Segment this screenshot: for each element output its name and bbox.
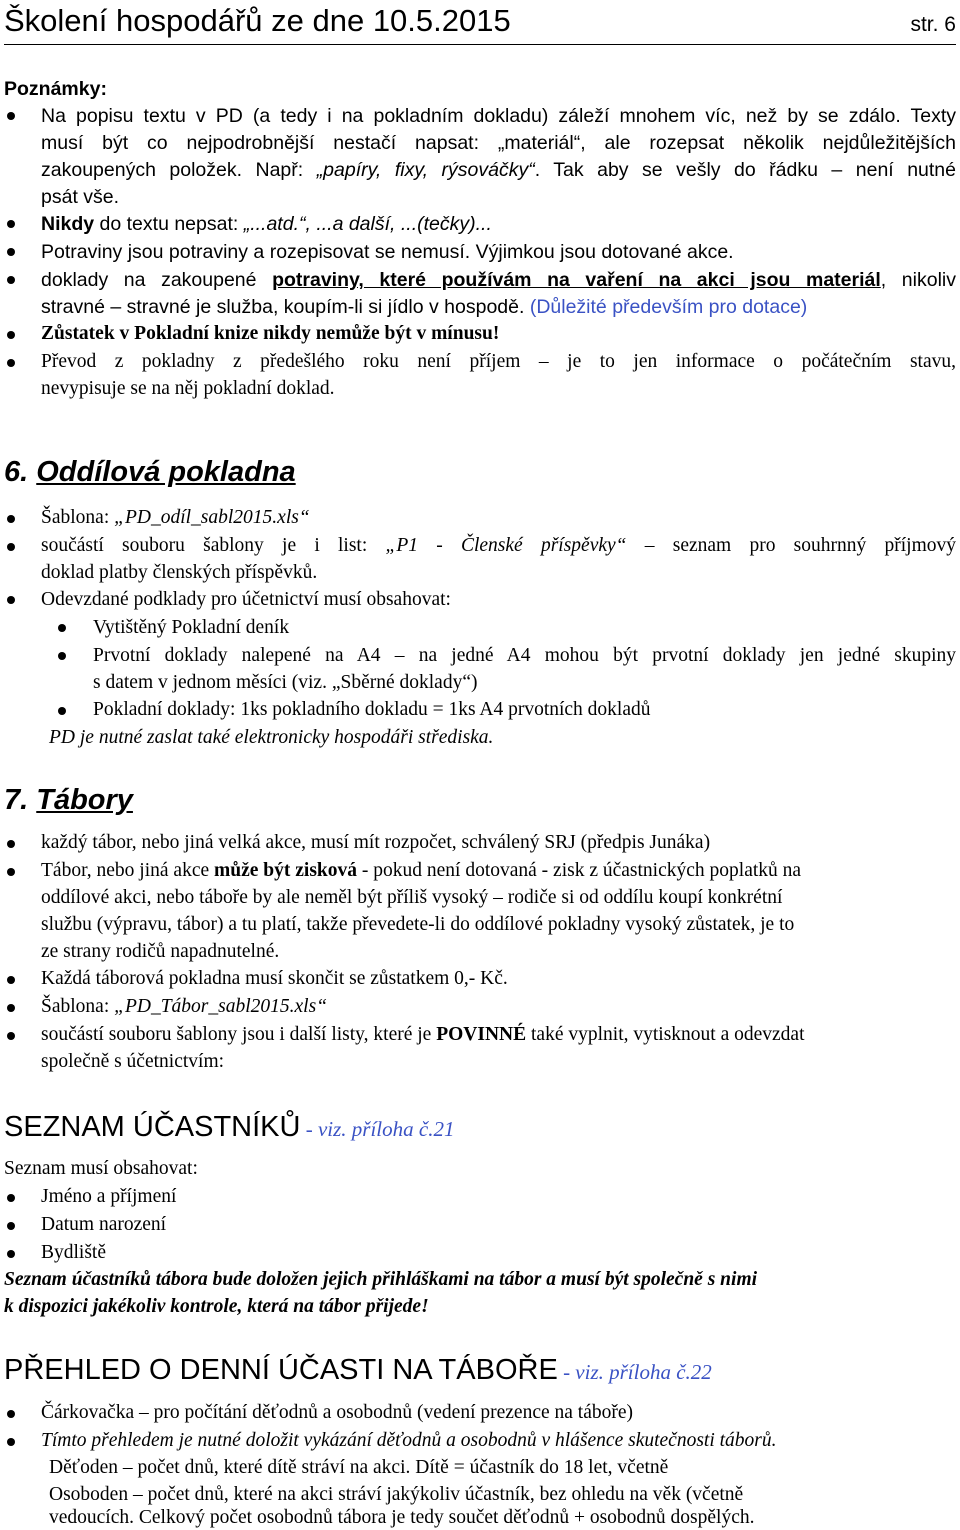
note-1-line-1: Na popisu textu v PD (a tedy i na pokladním dokladu) záleží mnohem víc, než by se zdálo. Texty: [41, 105, 956, 127]
section-7-item-2-line-3: službu (výpravu, tábor) a tu platí, takže převedete-li do oddílové pokladny vysoký zůstatek, je to: [41, 914, 795, 935]
participants-note-line-2: k dispozici jakékoliv kontrole, která na tábor přijede!: [4, 1296, 429, 1317]
section-6-item-3: Odevzdané podklady pro účetnictví musí obsahovat:: [41, 589, 451, 610]
note-1-line-4: psát vše.: [41, 186, 120, 208]
bullet: [7, 1410, 15, 1418]
section-7-item-5-line-2: společně s účetnictvím:: [41, 1051, 225, 1072]
section-7-item-2-line-1: Tábor, nebo jiná akce může být zisková - pokud není dotovaná - zisk z účastnických poplatků na: [41, 860, 802, 881]
section-6-item-2-line-2: doklad platby členských příspěvků.: [41, 562, 318, 583]
note-4-line-2: stravné – stravné je služba, koupím-li si jídlo v hospodě. (Důležité především pro dotace): [41, 296, 808, 318]
section-6-sub-2-line-1: Prvotní doklady nalepené na A4 – na jedné A4 mohou být prvotní doklady jen jedné skupiny: [93, 645, 956, 666]
bullet: [7, 248, 15, 256]
bullet: [58, 707, 66, 715]
bullet: [7, 359, 15, 367]
note-6-line-2: nevypisuje se na něj pokladní doklad.: [41, 378, 335, 399]
section-6-item-2-line-1: součástí souboru šablony je i list: „P1 - Členské příspěvky“ – seznam pro souhrnný příjmový: [41, 535, 956, 556]
notes-heading: Poznámky:: [4, 78, 107, 100]
bullet: [7, 840, 15, 848]
section-6-sub-1: Vytištěný Pokladní deník: [93, 617, 290, 638]
bullet: [7, 1250, 15, 1258]
bullet: [7, 220, 15, 228]
note-6-line-1: Převod z pokladny z předešlého roku není příjem – je to jen informace o počátečním stavu,: [41, 351, 956, 372]
section-6-heading: 6. Oddílová pokladna: [4, 456, 296, 488]
note-3: Potraviny jsou potraviny a rozepisovat se nemusí. Výjimkou jsou dotované akce.: [41, 241, 734, 263]
bullet: [7, 112, 15, 120]
page-header: [4, 0, 956, 45]
section-7-heading: 7. Tábory: [4, 784, 133, 816]
participants-intro: Seznam musí obsahovat:: [4, 1158, 198, 1179]
section-7-item-3: Každá táborová pokladna musí skončit se zůstatkem 0,- Kč.: [41, 968, 508, 989]
bullet: [7, 868, 15, 876]
note-2: Nikdy do textu nepsat: „...atd.“, ...a další, ...(tečky)...: [41, 213, 492, 235]
bullet: [7, 596, 15, 604]
bullet: [58, 624, 66, 632]
document-title: Školení hospodářů ze dne 10.5.2015: [4, 3, 511, 38]
note-5: Zůstatek v Pokladní knize nikdy nemůže být v mínusu!: [41, 323, 500, 344]
participants-item-2: Datum narození: [41, 1214, 167, 1235]
bullet: [7, 543, 15, 551]
section-6-sub-2-line-2: s datem v jednom měsíci (viz. „Sběrné doklady“): [93, 672, 478, 693]
section-7-item-2-line-2: oddílové akci, nebo táboře by ale neměl být příliš vysoký – rodiče si od oddílu koupí konkrétní: [41, 887, 783, 908]
note-1-line-2: musí být co nejpodrobnější nestačí napsat: „materiál“, ale rozepsat několik nejdůležitějších: [41, 132, 956, 154]
bullet: [7, 976, 15, 984]
attendance-item-1: Čárkovačka – pro počítání děťodnů a osobodnů (vedení prezence na táboře): [41, 1402, 634, 1423]
bullet: [7, 1438, 15, 1446]
bullet: [7, 276, 15, 284]
page-number: str. 6: [910, 13, 956, 36]
section-6-note: PD je nutné zaslat také elektronicky hospodáři střediska.: [49, 727, 494, 748]
attendance-item-2: Tímto přehledem je nutné doložit vykázání děťodnů a osobodnů v hlášence skutečnosti táborů.: [41, 1430, 777, 1451]
bullet: [7, 1194, 15, 1202]
section-7-item-5-line-1: součástí souboru šablony jsou i další listy, které je POVINNÉ také vyplnit, vytisknout a odevzdat: [41, 1024, 805, 1045]
definition-person-day-line-2: vedoucích. Celkový počet osobodnů tábora je tedy součet děťodnů + osobodnů dospělých.: [49, 1507, 755, 1528]
participants-note-line-1: Seznam účastníků tábora bude doložen jejich přihláškami na tábor a musí být společně s nimi: [4, 1269, 758, 1290]
attendance-heading: PŘEHLED O DENNÍ ÚČASTI NA TÁBOŘE - viz. příloha č.22: [4, 1354, 712, 1386]
section-6-sub-3: Pokladní doklady: 1ks pokladního dokladu = 1ks A4 prvotních dokladů: [93, 699, 651, 720]
section-7-template: Šablona: „PD_Tábor_sabl2015.xls“: [41, 996, 328, 1017]
note-1-line-3: zakoupených položek. Např: „papíry, fixy, rýsováčky“. Tak aby se vešly do řádku – není nutné: [41, 159, 956, 181]
bullet: [58, 652, 66, 660]
definition-child-day: Děťoden – počet dnů, které dítě stráví na akci. Dítě = účastník do 18 let, včetně: [49, 1457, 669, 1478]
definition-person-day-line-1: Osoboden – počet dnů, které na akci stráví jakýkoliv účastník, bez ohledu na věk (včetně: [49, 1484, 744, 1505]
participants-item-1: Jméno a příjmení: [41, 1186, 177, 1207]
section-7-item-1: každý tábor, nebo jiná velká akce, musí mít rozpočet, schválený SRJ (předpis Junáka): [41, 832, 711, 853]
bullet: [7, 515, 15, 523]
bullet: [7, 1032, 15, 1040]
participants-item-3: Bydliště: [41, 1242, 107, 1263]
section-7-item-2-line-4: ze strany rodičů napadnutelné.: [41, 941, 280, 962]
section-6-template: Šablona: „PD_odíl_sabl2015.xls“: [41, 507, 310, 528]
bullet: [7, 1222, 15, 1230]
bullet: [7, 331, 15, 339]
note-4-line-1: doklady na zakoupené potraviny, které používám na vaření na akci jsou materiál, nikoliv: [41, 269, 956, 291]
participants-heading: SEZNAM ÚČASTNÍKŮ - viz. příloha č.21: [4, 1111, 455, 1143]
bullet: [7, 1004, 15, 1012]
